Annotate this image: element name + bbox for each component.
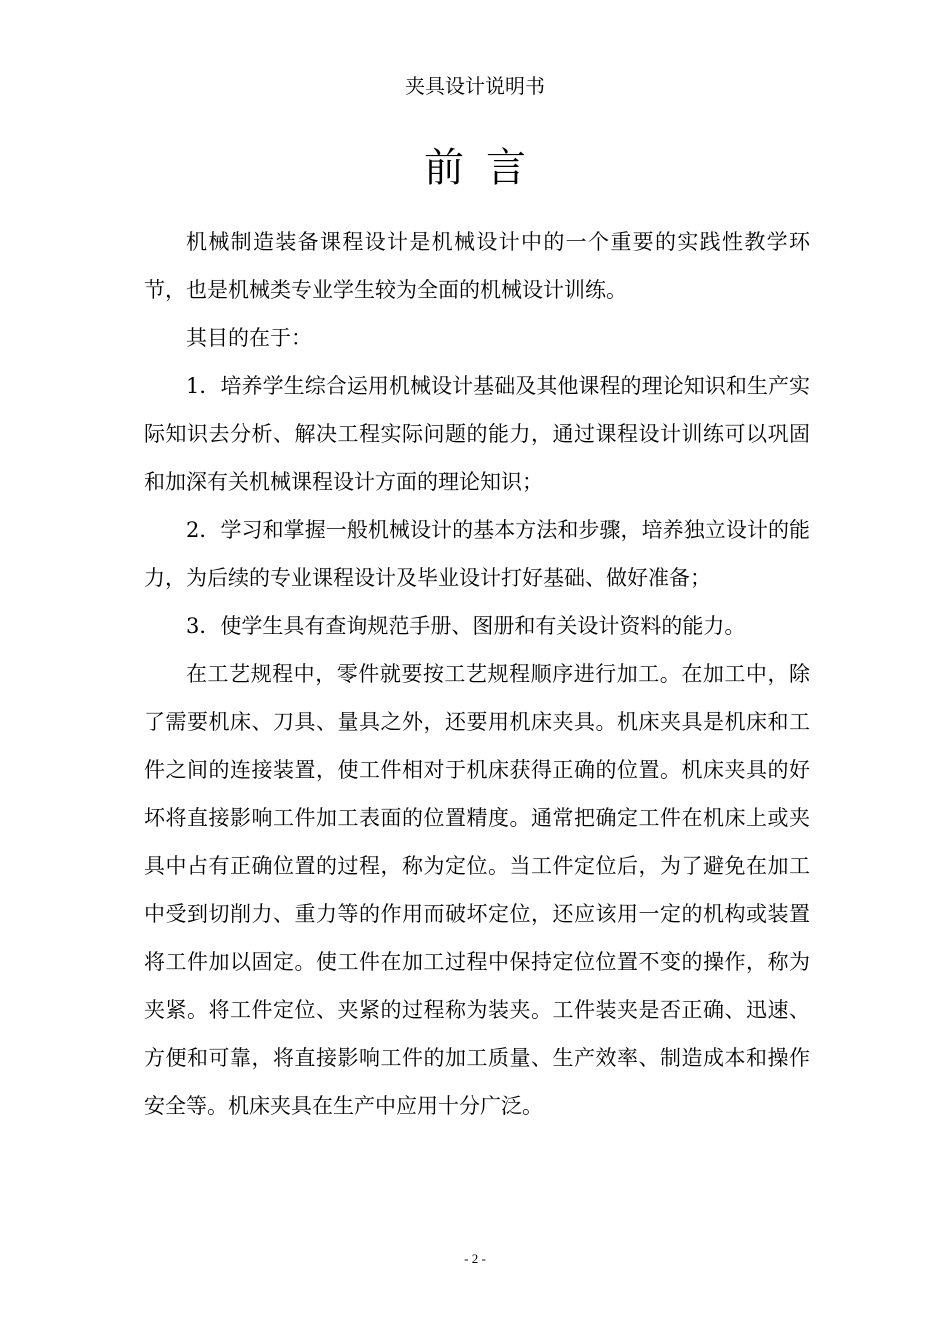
body-text (144, 218, 810, 1130)
paragraph-purpose-2: 2．学习和掌握一般机械设计的基本方法和步骤，培养独立设计的能力，为后续的专业课程设计及毕业设计打好基础、做好准备； (144, 518, 810, 590)
paragraph-purpose-1: 1．培养学生综合运用机械设计基础及其他课程的理论知识和生产实际知识去分析、解决工程实际问题的能力，通过课程设计训练可以巩固和加深有关机械课程设计方面的理论知识； (144, 374, 810, 494)
paragraph-purpose-lead: 其目的在于： (186, 326, 312, 350)
paragraph-purpose-3: 3．使学生具有查询规范手册、图册和有关设计资料的能力。 (186, 614, 746, 638)
document-header: 夹具设计说明书 (405, 74, 545, 98)
page-number: - 2 - (464, 1251, 486, 1266)
page-title: 前言 (424, 145, 548, 191)
paragraph-intro: 机械制造装备课程设计是机械设计中的一个重要的实践性教学环节，也是机械类专业学生较为全面的机械设计训练。 (144, 230, 810, 302)
paragraph-fixture: 在工艺规程中，零件就要按工艺规程顺序进行加工。在加工中，除了需要机床、刀具、量具之外，还要用机床夹具。机床夹具是机床和工件之间的连接装置，使工件相对于机床获得正确的位置。机床夹具的好坏将直接影响工件加工表面的位置精度。通常把确定工件在机床上或夹具中占有正确位置的过程，称为定位。当工件定位后，为了避免在加工中受到切削力、重力等的作用而破坏定位，还应该用一定的机构或装置将工件加以固定。使工件在加工过程中保持定位位置不变的操作，称为夹紧。将工件定位、夹紧的过程称为装夹。工件装夹是否正确、迅速、方便和可靠，将直接影响工件的加工质量、生产效率、制造成本和操作安全等。机床夹具在生产中应用十分广泛。 (144, 662, 810, 1118)
